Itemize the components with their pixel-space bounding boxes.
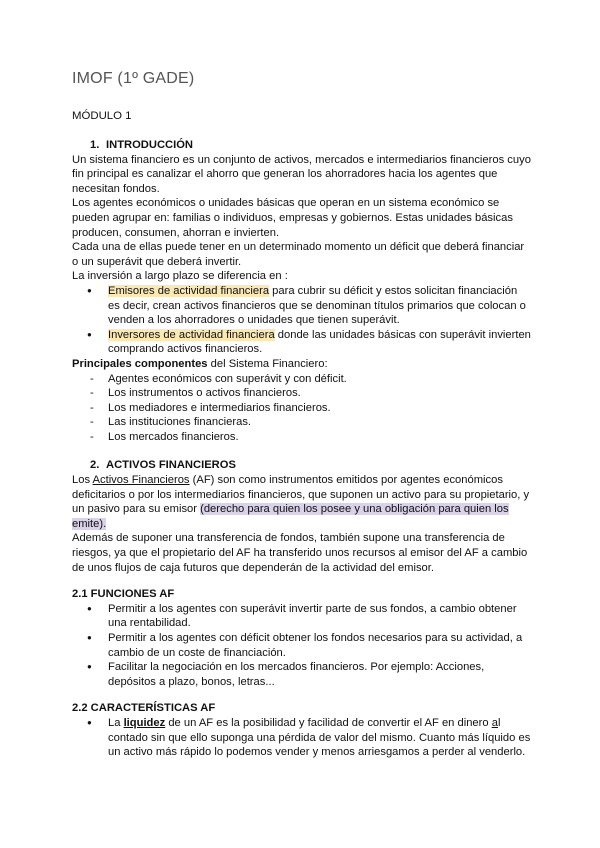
paragraph: Los agentes económicos o unidades básicas que operan en un sistema económico se pueden agrupar en: familias o individuos, empresas y gobiernos. Estas unidades básicas producen, consumen, ahorran e invierten. (72, 197, 513, 239)
list-item: ● Permitir a los agentes con superávit invertir parte de sus fondos, a cambio obtener una rentabilidad. (72, 602, 532, 631)
list-item: - Agentes económicos con superávit y con déficit. (72, 372, 532, 387)
paragraph: Principales componentes del Sistema Financiero: (72, 357, 328, 370)
section-heading-caracteristicas: 2.2 CARACTERÍSTICAS AF (72, 702, 216, 715)
dash-list (72, 372, 532, 445)
document-title: IMOF (1º GADE) (72, 70, 195, 87)
list-item: ● Emisores de actividad financiera para cubrir su déficit y estos solicitan financiación es decir, crean activos financieros que se denominan títulos primarios que colocan o venden a los ahorradores o unidades que tienen superávit. (72, 284, 532, 328)
bullet-list (72, 284, 532, 357)
bullet-list (72, 716, 532, 760)
paragraph: La inversión a largo plazo se diferencia en : (72, 270, 288, 283)
section-heading-activos: 2. ACTIVOS FINANCIEROS (90, 459, 236, 472)
bullet-list (72, 602, 532, 690)
list-item: - Los mercados financieros. (72, 430, 532, 445)
list-item: ● Permitir a los agentes con déficit obtener los fondos necesarios para su actividad, a cambio de un coste de financiación. (72, 631, 532, 660)
list-item: - Los mediadores e intermediarios financieros. (72, 401, 532, 416)
section-heading-introduccion: 1. INTRODUCCIÓN (90, 139, 194, 151)
list-item: ● La liquidez de un AF es la posibilidad y facilidad de convertir el AF en dinero al contado sin que ello suponga una pérdida de valor del mismo. Cuanto más líquido es un activo más rápido lo podemos vender y menos arriesgamos a perder al venderlo. (72, 716, 532, 760)
section-heading-funciones: 2.1 FUNCIONES AF (72, 588, 175, 601)
document-body (72, 138, 532, 760)
module-label: MÓDULO 1 (72, 110, 132, 122)
list-item: ● Facilitar la negociación en los mercados financieros. Por ejemplo: Acciones, depósitos a plazo, bonos, letras... (72, 660, 532, 689)
list-item: - Las instituciones financieras. (72, 415, 532, 430)
paragraph: Un sistema financiero es un conjunto de activos, mercados e intermediarios financieros cuyo fin principal es canalizar el ahorro que generan los ahorradores hacia los agentes que necesitan fondos. (72, 153, 531, 195)
paragraph: Los Activos Financieros (AF) son como instrumentos emitidos por agentes económicos deficitarios o por los intermediarios financieros, que suponen un activo para su propietario, y un pasivo para su emisor (derecho para quien los posee y una obligación para quien los emite). (72, 474, 530, 530)
list-item: ● Inversores de actividad financiera donde las unidades básicas con superávit invierten comprando activos financieros. (72, 328, 532, 357)
paragraph: Además de suponer una transferencia de fondos, también supone una transferencia de riesgos, ya que el propietario del AF ha transferido unos recursos al emisor del AF a cambio de unos flujos de caja futuros que dependerán de la actividad del emisor. (72, 532, 528, 574)
paragraph: Cada una de ellas puede tener en un determinado momento un déficit que deberá financiar o un superávit que deberá invertir. (72, 241, 525, 268)
list-item: - Los instrumentos o activos financieros. (72, 386, 532, 401)
